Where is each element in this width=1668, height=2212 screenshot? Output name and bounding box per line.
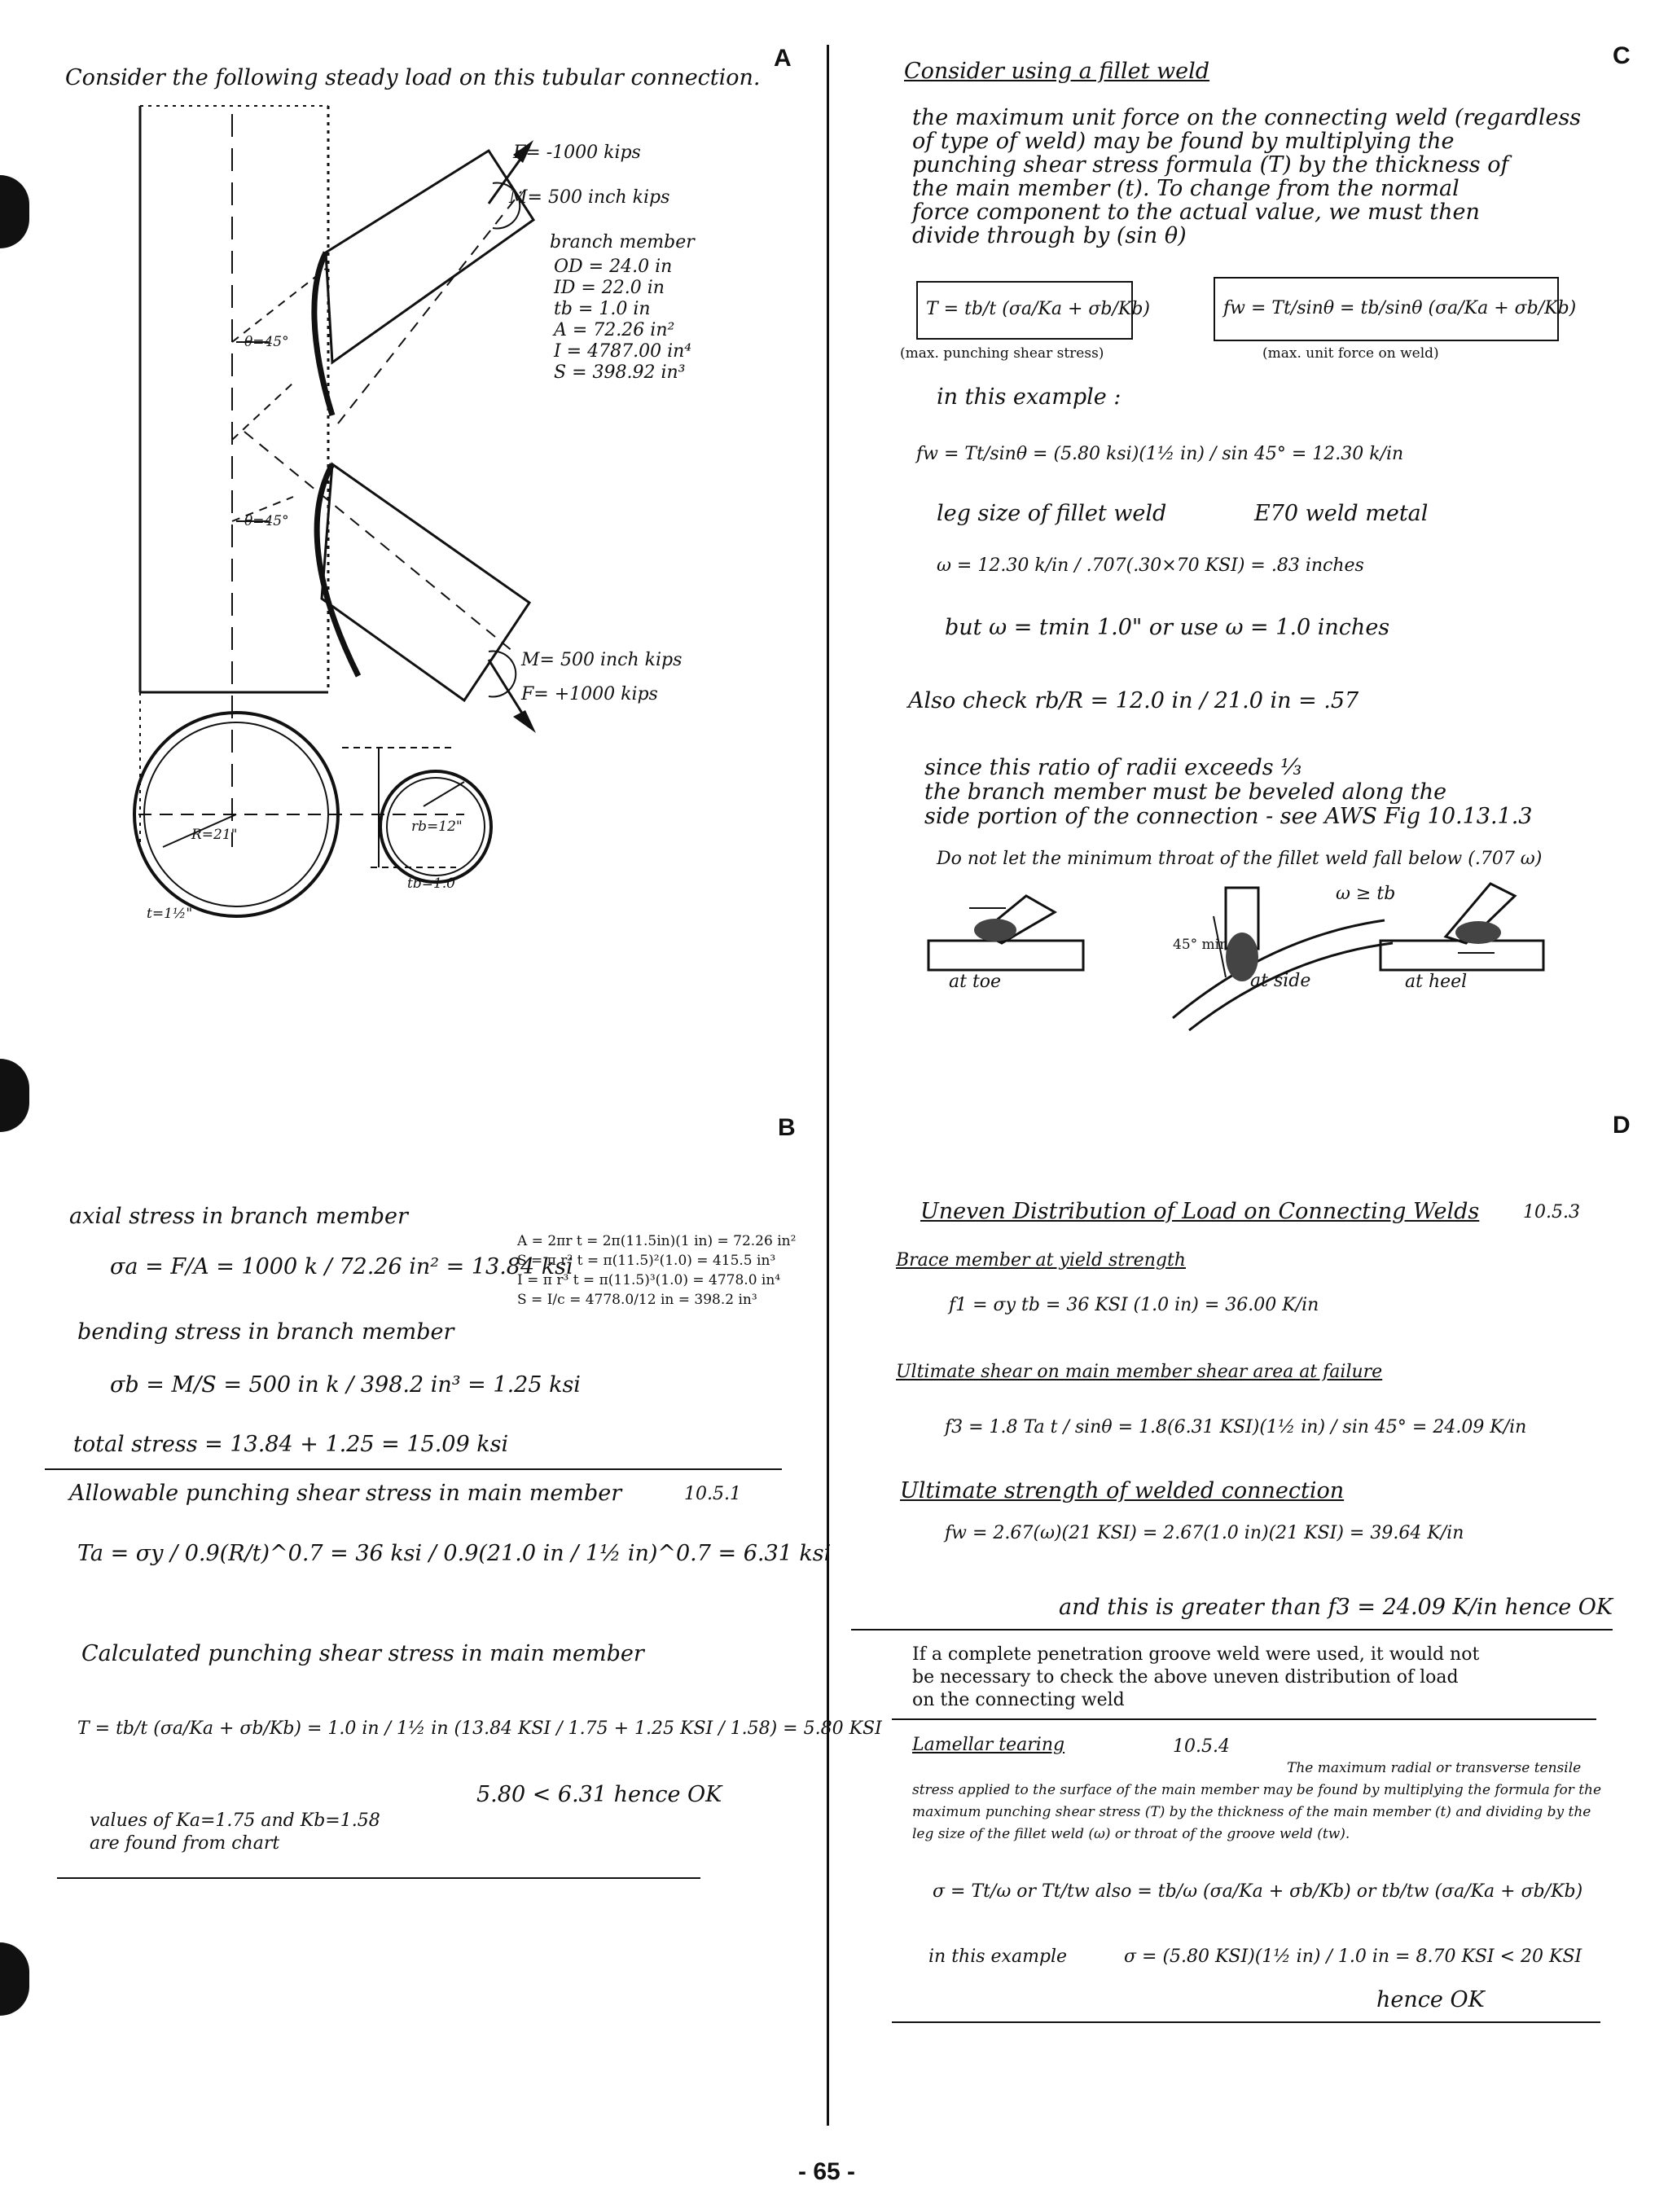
allowable-ref: 10.5.1 bbox=[684, 1484, 741, 1504]
f1-equation: f1 = σy tb = 36 KSI (1.0 in) = 36.00 K/in bbox=[949, 1295, 1319, 1315]
force-bottom-label: F= +1000 kips bbox=[521, 684, 658, 704]
panel-c-letter: C bbox=[1613, 42, 1631, 69]
since-text bbox=[924, 756, 1532, 829]
fw-ult-equation: fw = 2.67(ω)(21 KSI) = 2.67(1.0 in)(21 KSI) = 39.64 K/in bbox=[945, 1523, 1464, 1543]
allowable-heading: Allowable punching shear stress in main member bbox=[69, 1481, 622, 1506]
branch-prop: OD = 24.0 in bbox=[554, 257, 673, 277]
panel-a-title: Consider the following steady load on this tubular connection. bbox=[65, 65, 761, 90]
punch-hole bbox=[0, 1059, 29, 1132]
also-check: Also check rb/R = 12.0 in / 21.0 in = .57 bbox=[908, 688, 1359, 713]
leg-size-label: leg size of fillet weld bbox=[937, 501, 1167, 526]
total-stress: total stress = 13.84 + 1.25 = 15.09 ksi bbox=[73, 1432, 509, 1457]
omega-tb-label: ω ≥ tb bbox=[1336, 884, 1396, 904]
intro-line: force component to the actual value, we must then bbox=[912, 200, 1480, 225]
since-line: the branch member must be beveled along the bbox=[924, 779, 1447, 805]
moment-top-label: M= 500 inch kips bbox=[509, 187, 670, 208]
side-calcs bbox=[517, 1231, 796, 1310]
intro-line: the maximum unit force on the connecting weld (regardless bbox=[912, 105, 1582, 130]
punch-hole bbox=[0, 1942, 29, 2016]
lamellar-text bbox=[912, 1758, 1604, 1846]
uneven-heading: Uneven Distribution of Load on Connecting Welds bbox=[920, 1199, 1480, 1224]
page-number: - 65 - bbox=[798, 2158, 856, 2185]
note-line: are found from chart bbox=[90, 1833, 280, 1854]
formula-punching-caption: (max. punching shear stress) bbox=[900, 345, 1104, 362]
check-result: 5.80 < 6.31 hence OK bbox=[476, 1782, 722, 1807]
penetration-line: on the connecting weld bbox=[912, 1690, 1125, 1710]
f3-equation: f3 = 1.8 Ta t / sinθ = 1.8(6.31 KSI)(1½ in) / sin 45° = 24.09 K/in bbox=[945, 1417, 1527, 1437]
side-calc: S = π r² t = π(11.5)²(1.0) = 415.5 in³ bbox=[517, 1253, 776, 1269]
uneven-ref: 10.5.3 bbox=[1523, 1202, 1580, 1222]
main-thickness-label: t=1½" bbox=[147, 906, 193, 922]
center-divider bbox=[827, 45, 829, 2126]
complete-penetration-note bbox=[912, 1644, 1479, 1712]
side-calc: I = π r³ t = π(11.5)³(1.0) = 4778.0 in⁴ bbox=[517, 1272, 781, 1288]
branch-thickness-label: tb=1.0 bbox=[407, 876, 455, 892]
intro-line: the main member (t). To change from the normal bbox=[912, 176, 1460, 201]
at-toe-label: at toe bbox=[949, 972, 1002, 992]
main-radius-label: R=21" bbox=[191, 827, 238, 843]
branch-prop: A = 72.26 in² bbox=[554, 320, 675, 340]
at-side-label: at side bbox=[1250, 971, 1311, 991]
formula-weld-caption: (max. unit force on weld) bbox=[1262, 345, 1439, 362]
branch-prop: ID = 22.0 in bbox=[554, 278, 665, 298]
calculated-heading: Calculated punching shear stress in main member bbox=[81, 1641, 644, 1666]
bending-heading: bending stress in branch member bbox=[77, 1319, 454, 1345]
calculated-equation: T = tb/t (σa/Ka + σb/Kb) = 1.0 in / 1½ in (13.84 KSI / 1.75 + 1.25 KSI / 1.58) = 5.80 KSI bbox=[77, 1718, 882, 1739]
panel-d-letter: D bbox=[1613, 1112, 1631, 1139]
intro-line: divide through by (sin θ) bbox=[912, 223, 1187, 248]
lamellar-example-equation: σ = (5.80 KSI)(1½ in) / 1.0 in = 8.70 KSI < 20 KSI bbox=[1124, 1946, 1582, 1967]
penetration-line: If a complete penetration groove weld were used, it would not bbox=[912, 1644, 1480, 1665]
ult-shear-heading: Ultimate shear on main member shear area at failure bbox=[896, 1362, 1383, 1382]
formula-box-weld bbox=[1214, 277, 1577, 341]
branch-prop: I = 4787.00 in⁴ bbox=[554, 341, 692, 362]
axial-equation: σa = F/A = 1000 k / 72.26 in² = 13.84 ksi bbox=[110, 1254, 573, 1279]
bending-equation: σb = M/S = 500 in k / 398.2 in³ = 1.25 ksi bbox=[110, 1372, 581, 1398]
ult-strength-heading: Ultimate strength of welded connection bbox=[900, 1478, 1345, 1503]
note-line: values of Ka=1.75 and Kb=1.58 bbox=[90, 1810, 380, 1831]
theta-bottom-label: θ=45° bbox=[244, 513, 289, 529]
intro-line: punching shear stress formula (T) by the thickness of bbox=[912, 152, 1509, 178]
branch-props bbox=[554, 257, 691, 384]
theta-top-label: θ=45° bbox=[244, 334, 289, 350]
fw-equation: fw = Tt/sinθ = (5.80 ksi)(1½ in) / sin 45° = 12.30 k/in bbox=[916, 444, 1404, 464]
branch-radius-label: rb=12" bbox=[411, 819, 463, 835]
fillet-weld-intro bbox=[912, 106, 1581, 248]
branch-prop: tb = 1.0 in bbox=[554, 299, 651, 319]
throat-note: Do not let the minimum throat of the fillet weld fall below (.707 ω) bbox=[937, 849, 1543, 869]
formula-punching: T = tb/t (σa/Ka + σb/Kb) bbox=[926, 299, 1150, 319]
since-line: since this ratio of radii exceeds ⅓ bbox=[924, 755, 1302, 780]
tubular-connection-diagram bbox=[122, 98, 790, 945]
example-label: in this example : bbox=[937, 384, 1122, 410]
axial-heading: axial stress in branch member bbox=[69, 1204, 408, 1229]
branch-prop: S = 398.92 in³ bbox=[554, 362, 686, 383]
panel-a-letter: A bbox=[774, 45, 792, 72]
side-calc: S = I/c = 4778.0/12 in = 398.2 in³ bbox=[517, 1292, 757, 1308]
lamellar-heading: Lamellar tearing bbox=[912, 1735, 1065, 1755]
sigma-equation: σ = Tt/ω or Tt/tw also = tb/ω (σa/Ka + σb/Kb) or tb/tw (σa/Ka + σb/Kb) bbox=[933, 1881, 1583, 1902]
brace-heading: Brace member at yield strength bbox=[896, 1250, 1186, 1271]
intro-line: of type of weld) may be found by multiplying the bbox=[912, 129, 1455, 154]
angle-45-label: 45° min bbox=[1173, 937, 1229, 953]
rule bbox=[851, 1629, 1613, 1630]
fillet-weld-heading: Consider using a fillet weld bbox=[904, 59, 1210, 84]
rule bbox=[45, 1468, 782, 1470]
lamellar-ref: 10.5.4 bbox=[1173, 1736, 1230, 1757]
leg-size-equation: ω = 12.30 k/in / .707(.30×70 KSI) = .83 inches bbox=[937, 555, 1364, 576]
chart-note bbox=[90, 1810, 380, 1855]
lamellar-paragraph: The maximum radial or transverse tensile stress applied to the surface of the main member may be found by multiplying the formula for the maximum punching shear stress (T) by the thickness of the main member (t) and dividing by the leg size of the fillet weld (ω) or throat of the groove weld (tw). bbox=[912, 1760, 1602, 1842]
formula-box-punching bbox=[916, 281, 1150, 340]
allowable-equation: Ta = σy / 0.9(R/t)^0.7 = 36 ksi / 0.9(21.0 in / 1½ in)^0.7 = 6.31 ksi bbox=[77, 1541, 832, 1566]
penetration-line: be necessary to check the above uneven distribution of load bbox=[912, 1667, 1459, 1688]
at-heel-label: at heel bbox=[1405, 972, 1468, 992]
since-line: side portion of the connection - see AWS Fig 10.13.1.3 bbox=[924, 804, 1533, 829]
rule bbox=[892, 1718, 1596, 1720]
branch-member-header: branch member bbox=[550, 232, 695, 252]
side-calc: A = 2πr t = 2π(11.5in)(1 in) = 72.26 in² bbox=[517, 1233, 797, 1249]
lamellar-example-label: in this example bbox=[928, 1946, 1068, 1967]
rule bbox=[892, 2021, 1600, 2023]
rule bbox=[57, 1877, 700, 1879]
greater-line: and this is greater than f3 = 24.09 K/in hence OK bbox=[1059, 1595, 1613, 1620]
formula-weld: fw = Tt/sinθ = tb/sinθ (σa/Ka + σb/Kb) bbox=[1223, 298, 1577, 318]
punch-hole bbox=[0, 175, 29, 248]
fillet-weld-details bbox=[920, 880, 1588, 1034]
but-line: but ω = tmin 1.0" or use ω = 1.0 inches bbox=[945, 615, 1390, 640]
moment-bottom-label: M= 500 inch kips bbox=[521, 650, 683, 670]
lamellar-hence-ok: hence OK bbox=[1376, 1987, 1485, 2012]
weld-metal-label: E70 weld metal bbox=[1254, 501, 1429, 526]
panel-b-letter: B bbox=[778, 1114, 796, 1141]
force-top-label: F= -1000 kips bbox=[513, 143, 641, 163]
